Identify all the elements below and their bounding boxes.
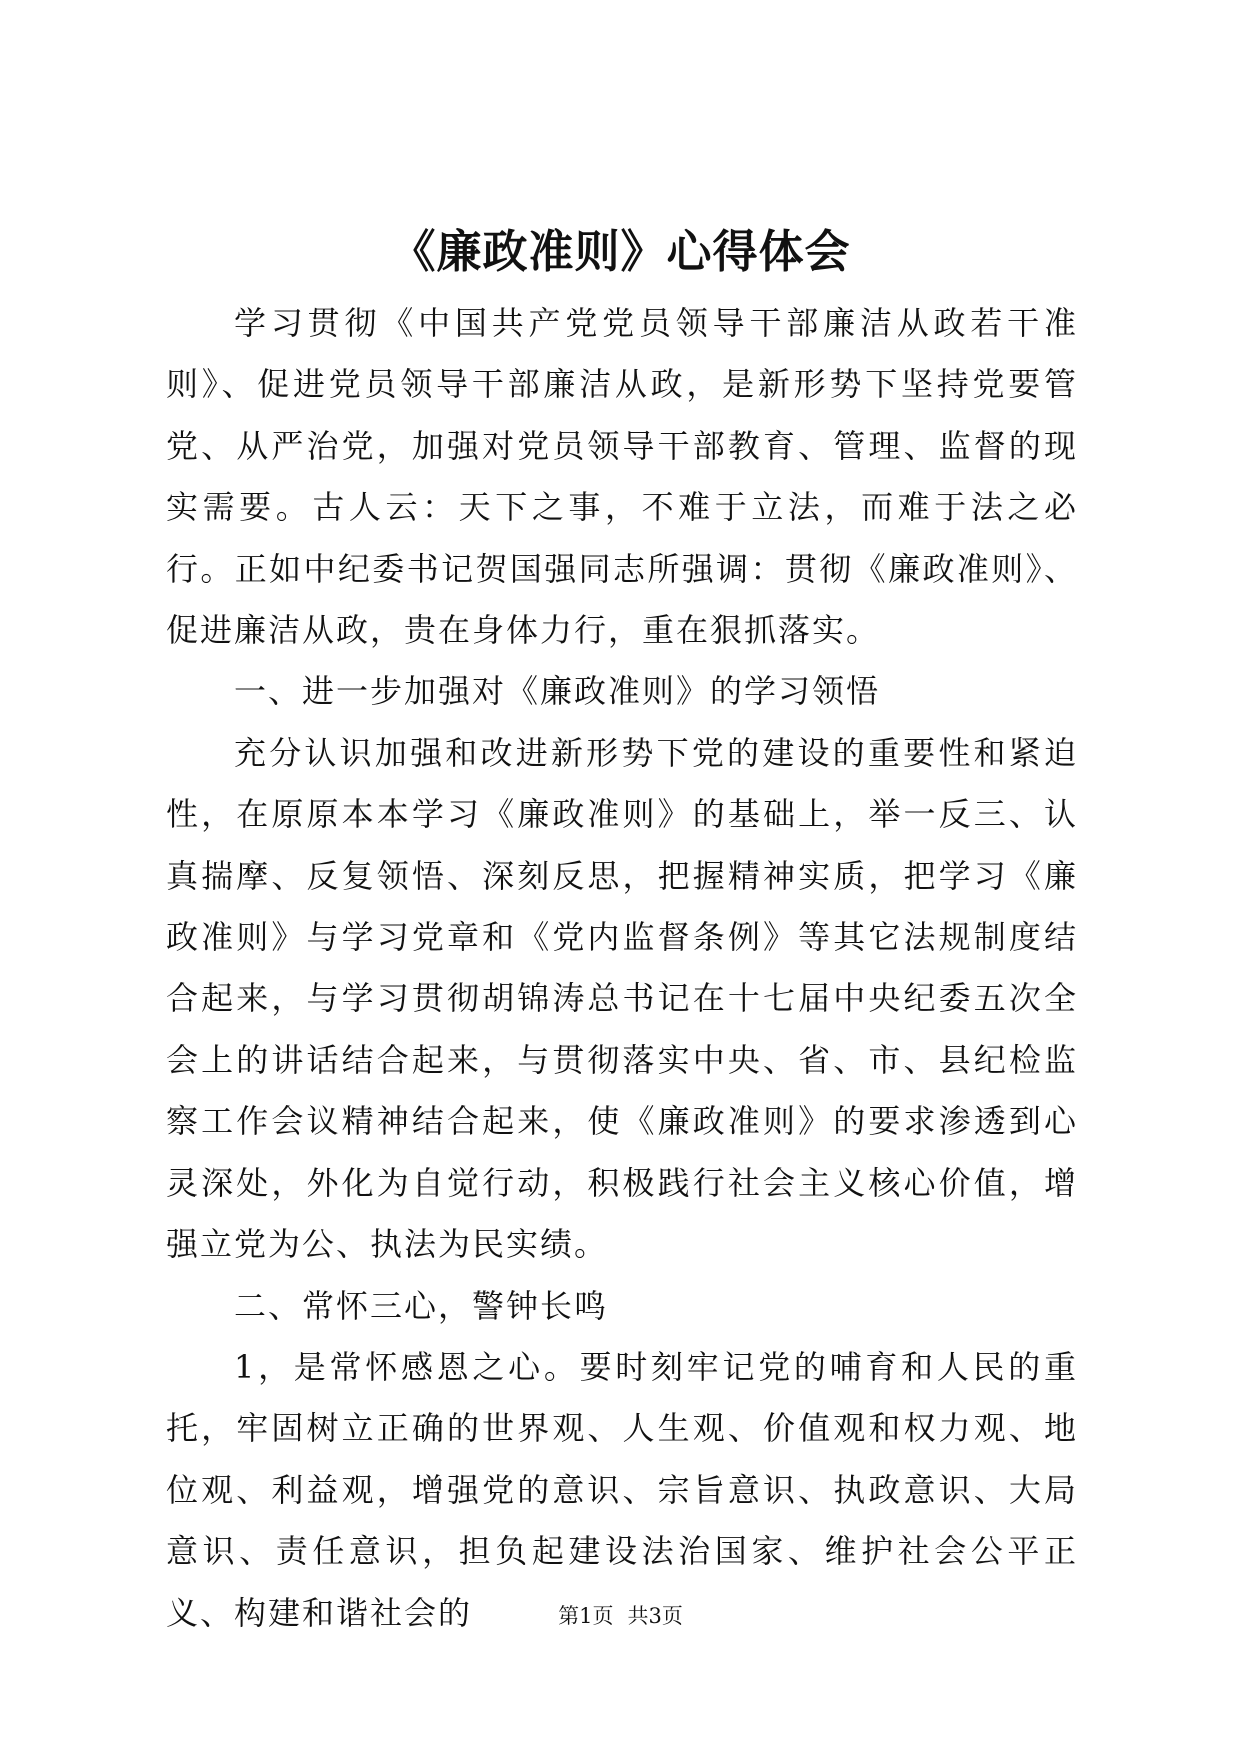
section-heading-1: 一、进一步加强对《廉政准则》的学习领悟: [234, 672, 881, 711]
paragraph-item-1: 1，是常怀感恩之心。要时刻牢记党的哺育和人民的重托，牢固树立正确的世界观、人生观、价值观和权力观、地位观、利益观，增强党的意识、宗旨意识、执政意识、大局意识、责任意识，担负起建设法治国家、维护社会公平正义、构建和谐社会的: [166, 1347, 1078, 1632]
document-title: 《廉政准则》心得体会: [390, 225, 851, 278]
page-footer: [0, 1602, 1241, 1630]
section-heading-2: 二、常怀三心，警钟长鸣: [234, 1286, 609, 1325]
page-number-current: 第1页: [558, 1604, 614, 1628]
paragraph-section-1: 充分认识加强和改进新形势下党的建设的重要性和紧迫性，在原原本本学习《廉政准则》的基础上，举一反三、认真揣摩、反复领悟、深刻反思，把握精神实质，把学习《廉政准则》与学习党章和《党内监督条例》等其它法规制度结合起来，与学习贯彻胡锦涛总书记在十七届中央纪委五次全会上的讲话结合起来，与贯彻落实中央、省、市、县纪检监察工作会议精神结合起来，使《廉政准则》的要求渗透到心灵深处，外化为自觉行动，积极践行社会主义核心价值，增强立党为公、执法为民实绩。: [166, 733, 1078, 1264]
document-body: [166, 293, 1078, 1644]
page-number-total: 共3页: [627, 1604, 683, 1628]
paragraph-intro: 学习贯彻《中国共产党党员领导干部廉洁从政若干准则》、促进党员领导干部廉洁从政，是新形势下坚持党要管党、从严治党，加强对党员领导干部教育、管理、监督的现实需要。古人云：天下之事，不难于立法，而难于法之必行。正如中纪委书记贺国强同志所强调：贯彻《廉政准则》、促进廉洁从政，贵在身体力行，重在狠抓落实。: [166, 304, 1078, 650]
